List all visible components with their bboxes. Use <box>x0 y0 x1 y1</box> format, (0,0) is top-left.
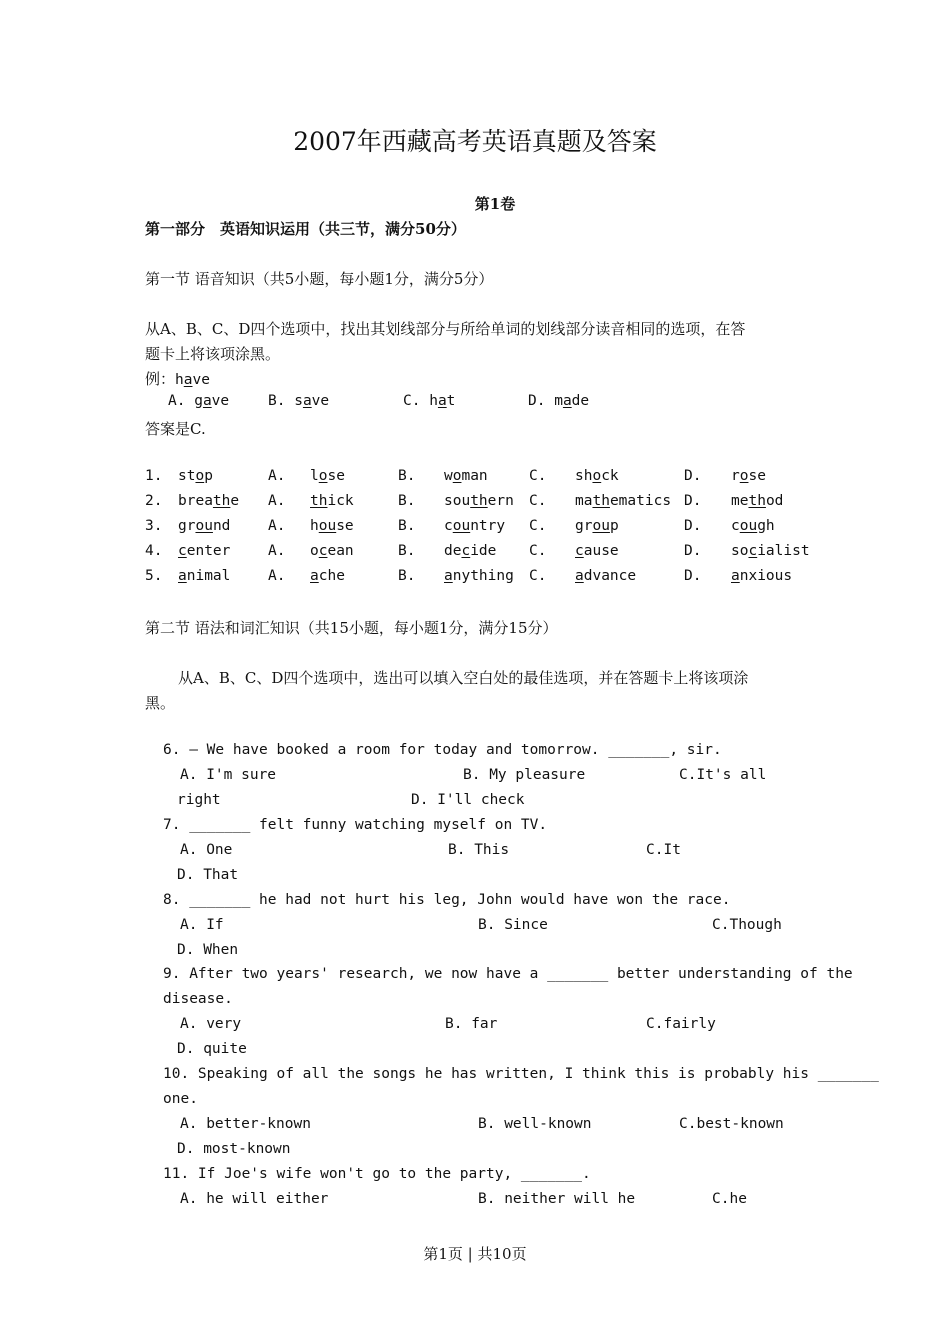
phonetic-option-word: rose <box>731 468 766 484</box>
example-line <box>145 368 210 389</box>
q7-option-b: B. This <box>448 842 510 858</box>
phonetic-option-word: anxious <box>731 568 793 584</box>
q9-option-b: B. far <box>445 1016 498 1032</box>
q6-option-c-cont: right <box>177 792 221 808</box>
section1-heading: 第一节 语音知识（共5小题，每小题1分，满分5分） <box>145 270 494 288</box>
example-word: have <box>175 372 210 388</box>
q10-option-d: D. most-known <box>177 1141 291 1157</box>
section1-instruction: 从A、B、C、D四个选项中，找出其划线部分与所给单词的划线部分读音相同的选项，在答 <box>145 320 746 338</box>
phonetic-option-letter: D. <box>684 493 702 509</box>
example-option: C. hat <box>403 393 456 409</box>
section2-heading: 第二节 语法和词汇知识（共15小题，每小题1分，满分15分） <box>145 619 558 637</box>
phonetic-option-letter: D. <box>684 468 702 484</box>
phonetic-option-letter: D. <box>684 568 702 584</box>
phonetic-question-word: animal <box>178 568 231 584</box>
phonetic-option-word: decide <box>444 543 497 559</box>
example-option: B. save <box>268 393 330 409</box>
phonetic-option-word: mathematics <box>575 493 672 509</box>
phonetic-question-word: center <box>178 543 231 559</box>
phonetic-option-word: cause <box>575 543 619 559</box>
phonetic-option-word: southern <box>444 493 514 509</box>
phonetic-option-letter: C. <box>529 543 547 559</box>
page-title: 2007年西藏高考英语真题及答案 <box>293 127 657 156</box>
phonetic-option-word: ocean <box>310 543 354 559</box>
phonetic-option-word: shock <box>575 468 619 484</box>
phonetic-option-letter: C. <box>529 518 547 534</box>
part-heading: 第一部分 英语知识运用（共三节，满分50分） <box>145 220 466 238</box>
phonetic-option-letter: A. <box>268 518 286 534</box>
phonetic-question-number: 2. <box>145 493 163 509</box>
phonetic-option-word: method <box>731 493 784 509</box>
q8-option-a: A. If <box>180 917 224 933</box>
q10-option-b: B. well-known <box>478 1116 592 1132</box>
phonetic-question-word: ground <box>178 518 231 534</box>
section2-instruction: 从A、B、C、D四个选项中，选出可以填入空白处的最佳选项，并在答题卡上将该项涂 <box>178 669 749 687</box>
phonetic-option-letter: A. <box>268 468 286 484</box>
phonetic-option-letter: C. <box>529 493 547 509</box>
question-9-cont: disease. <box>163 991 233 1007</box>
q6-option-b: B. My pleasure <box>463 767 586 783</box>
phonetic-question-number: 5. <box>145 568 163 584</box>
q6-option-d: D. I'll check <box>411 792 525 808</box>
question-9: 9. After two years' research, we now have a _______ better understanding of the <box>163 966 853 982</box>
phonetic-option-letter: B. <box>398 543 416 559</box>
phonetic-option-word: country <box>444 518 506 534</box>
phonetic-option-word: lose <box>310 468 345 484</box>
phonetic-option-letter: B. <box>398 568 416 584</box>
q11-option-b: B. neither will he <box>478 1191 636 1207</box>
q10-option-a: A. better-known <box>180 1116 311 1132</box>
q7-option-a: A. One <box>180 842 233 858</box>
phonetic-option-letter: B. <box>398 493 416 509</box>
example-option: D. made <box>528 393 590 409</box>
phonetic-option-word: socialist <box>731 543 810 559</box>
phonetic-option-letter: B. <box>398 518 416 534</box>
volume-heading: 第1卷 <box>474 195 516 213</box>
phonetic-question-number: 4. <box>145 543 163 559</box>
phonetic-option-letter: A. <box>268 493 286 509</box>
question-10: 10. Speaking of all the songs he has written, I think this is probably his _______ <box>163 1066 879 1082</box>
q8-option-d: D. When <box>177 942 239 958</box>
section1-instruction-cont: 题卡上将该项涂黑。 <box>145 345 281 363</box>
q6-option-c: C.It's all <box>679 767 767 783</box>
example-label: 例： <box>145 370 176 388</box>
question-8: 8. _______ he had not hurt his leg, John would have won the race. <box>163 892 731 908</box>
question-11: 11. If Joe's wife won't go to the party, _______. <box>163 1166 591 1182</box>
q7-option-c: C.It <box>646 842 681 858</box>
phonetic-option-letter: A. <box>268 543 286 559</box>
phonetic-question-number: 1. <box>145 468 163 484</box>
q8-option-c: C.Though <box>712 917 782 933</box>
example-option: A. gave <box>168 393 230 409</box>
phonetic-option-letter: A. <box>268 568 286 584</box>
phonetic-option-word: anything <box>444 568 514 584</box>
phonetic-question-number: 3. <box>145 518 163 534</box>
q9-option-d: D. quite <box>177 1041 247 1057</box>
q9-option-a: A. very <box>180 1016 242 1032</box>
phonetic-option-word: woman <box>444 468 488 484</box>
phonetic-option-letter: C. <box>529 468 547 484</box>
phonetic-option-word: advance <box>575 568 637 584</box>
phonetic-option-word: thick <box>310 493 354 509</box>
phonetic-option-letter: D. <box>684 543 702 559</box>
page-footer: 第1页 | 共10页 <box>423 1245 527 1263</box>
phonetic-option-word: group <box>575 518 619 534</box>
section2-instruction-cont: 黑。 <box>145 694 176 712</box>
q9-option-c: C.fairly <box>646 1016 716 1032</box>
phonetic-option-word: cough <box>731 518 775 534</box>
q11-option-c: C.he <box>712 1191 747 1207</box>
phonetic-option-letter: B. <box>398 468 416 484</box>
q7-option-d: D. That <box>177 867 239 883</box>
phonetic-option-word: ache <box>310 568 345 584</box>
q8-option-b: B. Since <box>478 917 548 933</box>
q10-option-c: C.best-known <box>679 1116 784 1132</box>
question-10-cont: one. <box>163 1091 198 1107</box>
question-6: 6. — We have booked a room for today and tomorrow. _______, sir. <box>163 742 722 758</box>
phonetic-option-letter: C. <box>529 568 547 584</box>
phonetic-option-word: house <box>310 518 354 534</box>
question-7: 7. _______ felt funny watching myself on TV. <box>163 817 548 833</box>
phonetic-question-word: stop <box>178 468 213 484</box>
q11-option-a: A. he will either <box>180 1191 329 1207</box>
q6-option-a: A. I'm sure <box>180 767 277 783</box>
phonetic-option-letter: D. <box>684 518 702 534</box>
example-answer: 答案是C. <box>145 420 206 438</box>
phonetic-question-word: breathe <box>178 493 240 509</box>
